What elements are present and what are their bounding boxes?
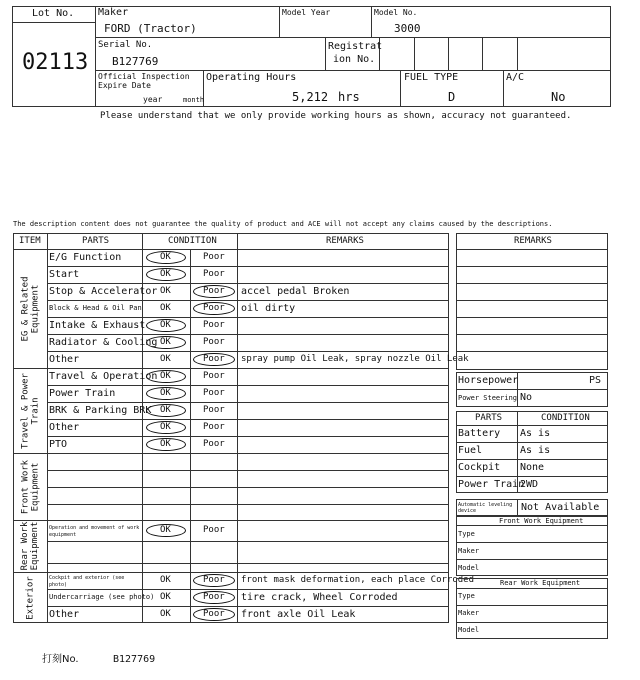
spec-value: As is	[520, 445, 551, 456]
condition-ok: OK	[160, 592, 171, 602]
spec-label: Fuel	[458, 445, 483, 456]
maker-label: Maker	[98, 7, 129, 18]
selection-circle	[193, 353, 235, 366]
condition-ok: OK	[160, 371, 171, 381]
group-label: EG & Related Equipment	[20, 275, 40, 342]
inspection-label: Official Inspection	[98, 72, 190, 81]
group-label: Exterior	[25, 575, 35, 620]
selection-circle	[193, 591, 235, 604]
condition-poor: Poor	[203, 354, 225, 364]
front-maker-label: Maker	[458, 547, 480, 555]
condition-ok: OK	[160, 422, 171, 432]
condition-ok: OK	[160, 525, 171, 535]
part-label: Travel & Operation	[49, 370, 158, 382]
maker-value: FORD (Tractor)	[104, 22, 197, 35]
selection-circle	[193, 608, 235, 621]
condition-ok: OK	[160, 405, 171, 415]
condition-poor: Poor	[203, 422, 225, 432]
condition-poor: Poor	[203, 575, 225, 585]
condition-poor: Poor	[203, 252, 225, 262]
condition-ok: OK	[160, 575, 171, 585]
selection-circle	[146, 319, 186, 332]
part-label: PTO	[49, 438, 68, 450]
year-label: year	[143, 95, 163, 104]
condition-poor: Poor	[203, 388, 225, 398]
spec-label: Power Train	[458, 479, 525, 490]
hours-notice: Please understand that we only provide working hours as shown, accuracy not guaranteed.	[100, 111, 572, 121]
remark-text: spray pump Oil Leak, spray nozzle Oil Leak	[241, 353, 469, 364]
header-item: ITEM	[19, 236, 41, 246]
remark-text: accel pedal Broken	[241, 285, 350, 297]
stamp-label: 打刻No.	[42, 654, 79, 665]
rear-type-label: Type	[458, 592, 475, 600]
hours-value: 5,212	[292, 90, 329, 104]
fuel-label: FUEL TYPE	[404, 72, 459, 83]
spec-label: Battery	[458, 428, 501, 439]
spec-label: Cockpit	[458, 462, 501, 473]
part-label: Intake & Exhaust	[49, 319, 146, 331]
condition-poor: Poor	[203, 337, 225, 347]
serial-value: B127769	[112, 55, 159, 68]
group-label: Travel & Power Train	[20, 372, 40, 449]
selection-circle	[146, 251, 186, 264]
spec-value: 2WD	[520, 479, 539, 490]
horsepower-label: Horsepower	[458, 375, 519, 386]
condition-poor: Poor	[203, 592, 225, 602]
header-remarks: REMARKS	[326, 236, 364, 246]
selection-circle	[146, 524, 186, 537]
remark-text: front mask deformation, each place Corroded	[241, 574, 474, 585]
rear-work-title: Rear Work Equipment	[500, 579, 581, 587]
selection-circle	[146, 370, 186, 383]
model-year-label: Model Year	[282, 8, 331, 17]
stamp-value: B127769	[113, 654, 156, 665]
ac-value: No	[551, 90, 566, 104]
condition-ok: OK	[160, 269, 171, 279]
inspection-label-2: Expire Date	[98, 81, 151, 90]
condition-poor: Poor	[203, 320, 225, 330]
side-remarks-box	[456, 233, 608, 370]
selection-circle	[146, 421, 186, 434]
registration-label-2: ion No.	[333, 54, 376, 65]
part-label: BRK & Parking BRK	[49, 404, 152, 416]
front-work-title: Front Work Equipment	[499, 517, 584, 525]
condition-poor: Poor	[203, 439, 225, 449]
condition-ok: OK	[160, 286, 171, 296]
condition-poor: Poor	[203, 525, 225, 535]
power-steering-label: Power Steering	[458, 394, 518, 402]
condition-poor: Poor	[203, 405, 225, 415]
month-label: month	[183, 96, 205, 104]
front-model-label: Model	[458, 564, 480, 572]
ac-label: A/C	[506, 72, 525, 83]
model-no-value: 3000	[394, 22, 421, 35]
condition-poor: Poor	[203, 286, 225, 296]
condition-poor: Poor	[203, 269, 225, 279]
part-label: E/G Function	[49, 251, 122, 263]
auto-leveling-value: Not Available	[521, 502, 600, 513]
part-label: Block & Head & Oil Pan	[49, 304, 142, 312]
selection-circle	[146, 404, 186, 417]
side-condition-header: CONDITION	[541, 413, 590, 423]
part-label: Stop & Accelerator	[49, 285, 158, 297]
condition-ok: OK	[160, 354, 171, 364]
part-label: Other	[49, 608, 80, 620]
selection-circle	[193, 574, 235, 587]
condition-ok: OK	[160, 439, 171, 449]
condition-ok: OK	[160, 320, 171, 330]
registration-label: Registrat	[328, 41, 383, 52]
selection-circle	[146, 438, 186, 451]
condition-ok: OK	[160, 303, 171, 313]
remark-text: oil dirty	[241, 302, 296, 314]
header-condition: CONDITION	[168, 236, 217, 246]
group-label: Rear Work Equipment	[20, 521, 40, 571]
model-no-label: Model No.	[374, 8, 418, 17]
hours-label: Operating Hours	[206, 72, 297, 83]
description-notice: The description content does not guarantee the quality of product and ACE will not accept any claims caused by the descriptions.	[13, 220, 553, 228]
part-label: Power Train	[49, 387, 116, 399]
selection-circle	[146, 336, 186, 349]
hours-unit: hrs	[338, 90, 360, 104]
selection-circle	[146, 268, 186, 281]
condition-ok: OK	[160, 337, 171, 347]
part-label: Operation and movement of work equipment	[49, 524, 140, 538]
lot-number: 02113	[22, 50, 89, 75]
condition-poor: Poor	[203, 609, 225, 619]
spec-value: As is	[520, 428, 551, 439]
selection-circle	[146, 387, 186, 400]
condition-ok: OK	[160, 388, 171, 398]
condition-ok: OK	[160, 252, 171, 262]
condition-ok: OK	[160, 609, 171, 619]
selection-circle	[193, 285, 235, 298]
lot-label: Lot No.	[32, 8, 75, 19]
power-steering-value: No	[520, 392, 533, 403]
side-remarks-header: REMARKS	[514, 236, 552, 246]
group-label: Front Work Equipment	[20, 459, 40, 514]
part-label: Radiator & Cooling	[49, 336, 158, 348]
rear-maker-label: Maker	[458, 609, 480, 617]
header-parts: PARTS	[82, 236, 110, 246]
rear-model-label: Model	[458, 626, 480, 634]
front-type-label: Type	[458, 530, 475, 538]
serial-label: Serial No.	[98, 40, 153, 50]
part-label: Undercarriage (see photo)	[49, 593, 155, 601]
side-parts-header: PARTS	[475, 413, 503, 423]
condition-poor: Poor	[203, 303, 225, 313]
spec-value: None	[520, 462, 545, 473]
horsepower-unit: PS	[589, 375, 602, 386]
part-label: Other	[49, 353, 80, 365]
selection-circle	[193, 302, 235, 315]
auto-leveling-label: Automatic leveling device	[458, 502, 513, 514]
part-label: Start	[49, 268, 80, 280]
fuel-value: D	[448, 90, 456, 104]
condition-poor: Poor	[203, 371, 225, 381]
remark-text: tire crack, Wheel Corroded	[241, 591, 398, 603]
part-label: Cockpit and exterior (see photo)	[49, 574, 125, 588]
remark-text: front axle Oil Leak	[241, 608, 356, 620]
part-label: Other	[49, 421, 80, 433]
